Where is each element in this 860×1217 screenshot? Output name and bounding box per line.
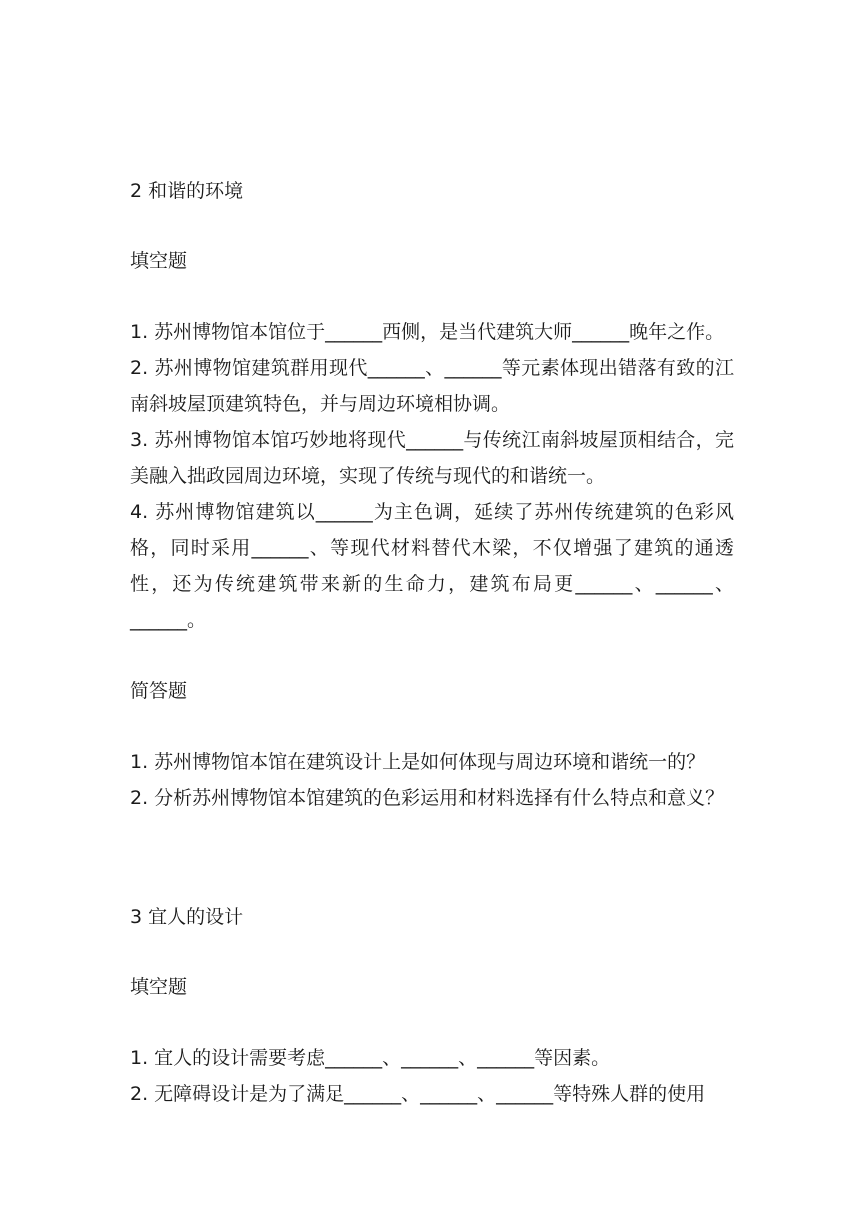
section-heading: 2 和谐的环境	[130, 180, 244, 202]
fill-in-questions	[130, 314, 734, 638]
fill-in-questions	[130, 1040, 734, 1112]
question-item: 2. 苏州博物馆建筑群用现代______、______等元素体现出错落有致的江南斜坡屋顶建筑特色，并与周边环境相协调。	[130, 357, 734, 415]
section-heading: 3 宜人的设计	[130, 906, 244, 928]
short-answer-label: 简答题	[130, 680, 188, 702]
question-item: 1. 苏州博物馆本馆位于______西侧，是当代建筑大师______晚年之作。	[130, 321, 725, 343]
question-item: 4. 苏州博物馆建筑以______为主色调，延续了苏州传统建筑的色彩风格，同时采用______、等现代材料替代木梁，不仅增强了建筑的通透性，还为传统建筑带来新的生命力，建筑布局更______、______、______。	[130, 501, 734, 631]
document-content	[130, 172, 734, 1112]
fill-in-label: 填空题	[130, 250, 188, 272]
question-item: 2. 分析苏州博物馆本馆建筑的色彩运用和材料选择有什么特点和意义？	[130, 787, 725, 809]
short-answer-questions	[130, 744, 734, 816]
question-item: 2. 无障碍设计是为了满足______、______、______等特殊人群的使用	[130, 1083, 706, 1105]
question-item: 1. 苏州博物馆本馆在建筑设计上是如何体现与周边环境和谐统一的？	[130, 751, 706, 773]
fill-in-label: 填空题	[130, 976, 188, 998]
question-item: 3. 苏州博物馆本馆巧妙地将现代______与传统江南斜坡屋顶相结合，完美融入拙政园周边环境，实现了传统与现代的和谐统一。	[130, 429, 734, 487]
question-item: 1. 宜人的设计需要考虑______、______、______等因素。	[130, 1047, 611, 1069]
